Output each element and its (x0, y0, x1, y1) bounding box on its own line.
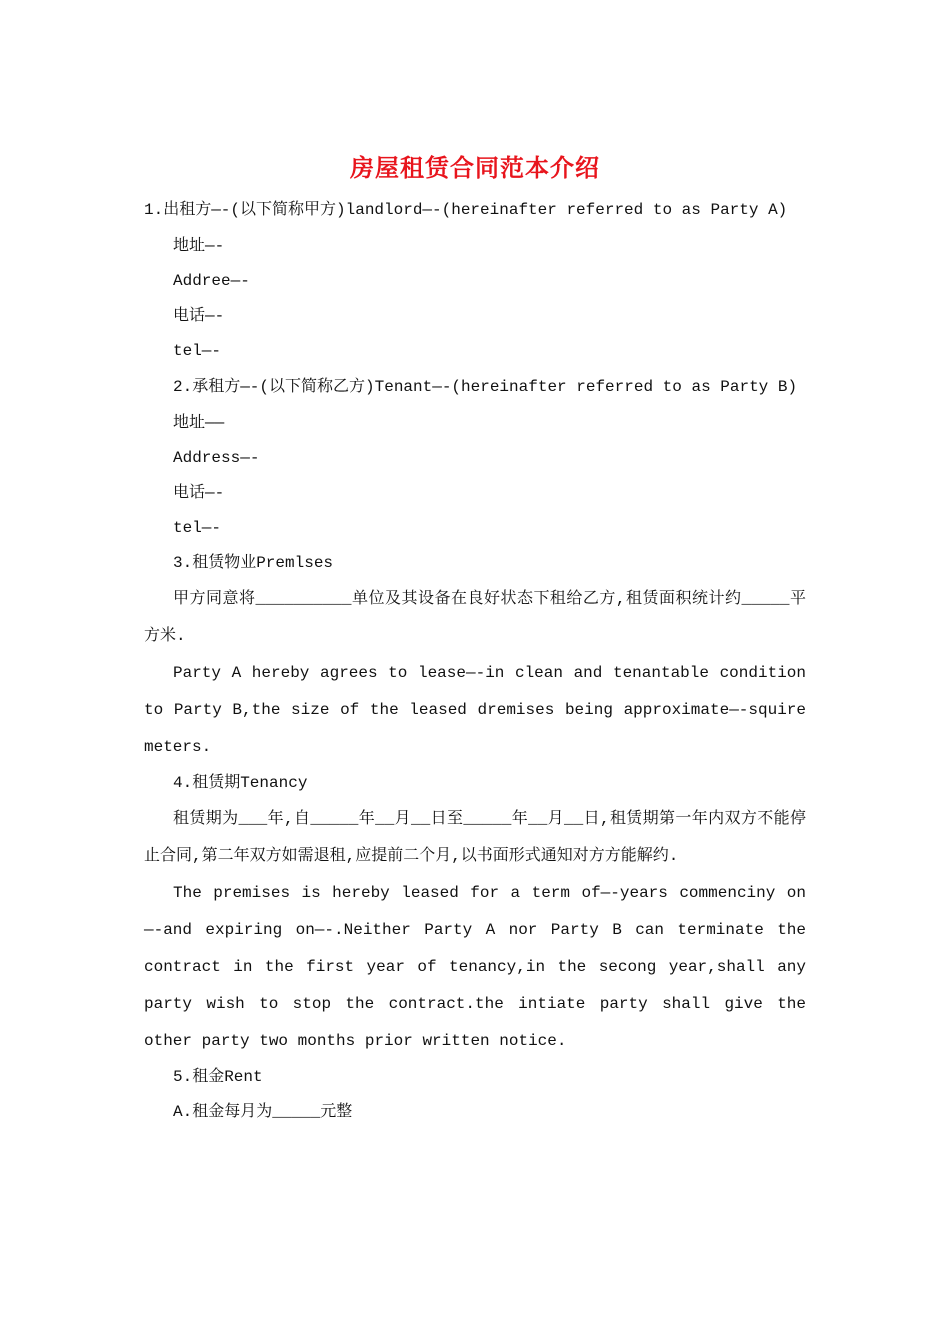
paragraph-party-a-address-en: Addree—- (173, 272, 250, 290)
paragraph-rent-monthly: A.租金每月为_____元整 (173, 1103, 353, 1121)
paragraph-party-a-address-cn: 地址—- (173, 237, 225, 255)
paragraph-rent-heading: 5.租金Rent (173, 1068, 263, 1086)
paragraph-party-b-tel-en: tel—- (173, 519, 222, 537)
document-title: 房屋租赁合同范本介绍 (350, 153, 600, 182)
paragraph-party-a-heading: 1.出租方—-(以下简称甲方)landlord—-(hereinafter referred to as Party A) (144, 201, 788, 219)
paragraph-party-a-tel-en: tel—- (173, 342, 222, 360)
document-body (144, 192, 816, 1130)
paragraph-tenancy-heading: 4.租赁期Tenancy (173, 774, 308, 792)
paragraph-tenancy-en: The premises is hereby leased for a term of—-years commenciny on—-and expiring on—-.Neither Party A nor Party B can terminate the contract in the first year of tenancy,in the secong year,shall any party wish to stop the contract.the intiate party shall give the other party two months prior written notice. (144, 884, 816, 1050)
paragraph-party-b-heading: 2.承租方—-(以下简称乙方)Tenant—-(hereinafter referred to as Party B) (173, 378, 798, 396)
paragraph-party-b-address-en: Address—- (173, 449, 260, 467)
paragraph-tenancy-cn: 租赁期为___年,自_____年__月__日至_____年__月__日,租赁期第一年内双方不能停止合同,第二年双方如需退租,应提前二个月,以书面形式通知对方方能解约. (144, 810, 806, 865)
paragraph-premises-en: Party A hereby agrees to lease—-in clean and tenantable condition to Party B,the size of the leased dremises being approximate—-squire meters. (144, 664, 816, 756)
paragraph-party-b-phone-cn: 电话—- (173, 484, 225, 502)
paragraph-party-a-phone-cn: 电话—- (173, 307, 225, 325)
paragraph-premises-heading: 3.租赁物业Premlses (173, 554, 334, 572)
paragraph-party-b-address-cn: 地址—— (173, 414, 225, 432)
paragraph-premises-cn: 甲方同意将__________单位及其设备在良好状态下租给乙方,租赁面积统计约_____平方米. (144, 590, 806, 645)
